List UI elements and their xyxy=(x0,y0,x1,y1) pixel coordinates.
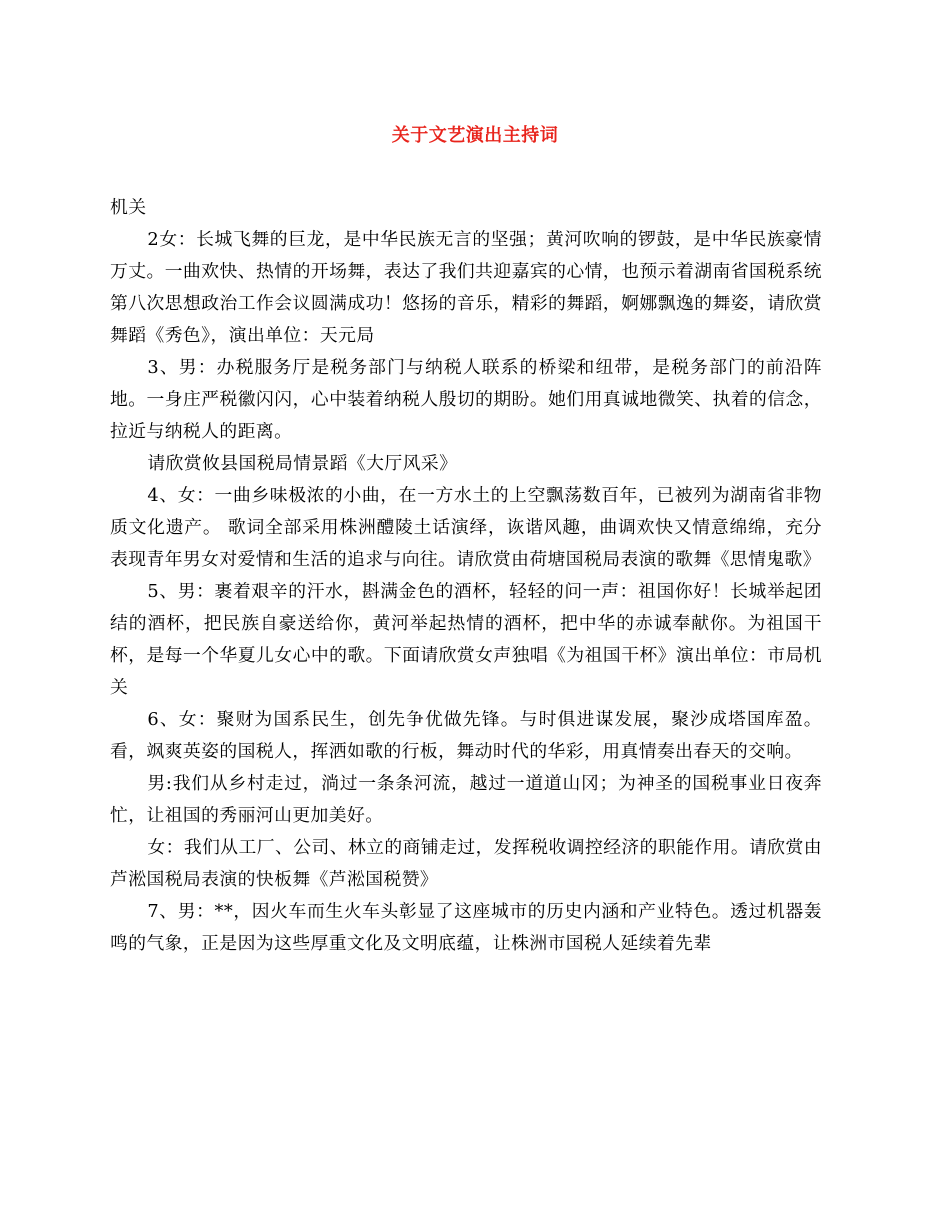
paragraph-item-7: 7、男：**，因火车而生火车头彰显了这座城市的历史内涵和产业特色。透过机器轰鸣的气象，正是因为这些厚重文化及文明底蕴，让株洲市国税人延续着先辈 xyxy=(110,901,822,954)
paragraph-item-6-male: 男:我们从乡村走过，淌过一条条河流，越过一道道山冈；为神圣的国税事业日夜奔忙，让祖国的秀丽河山更加美好。 xyxy=(110,773,822,826)
paragraph-item-5: 5、男：裹着艰辛的汗水，斟满金色的酒杯，轻轻的问一声：祖国你好！长城举起团结的酒杯，把民族自豪送给你，黄河举起热情的酒杯，把中华的赤诚奉献你。为祖国干杯，是每一个华夏儿女心中的歌。下面请欣赏女声独唱《为祖国干杯》演出单位：市局机关 xyxy=(110,581,822,698)
document-body xyxy=(110,192,822,960)
paragraph-item-3: 3、男：办税服务厅是税务部门与纳税人联系的桥梁和纽带，是税务部门的前沿阵地。一身庄严税徽闪闪，心中装着纳税人殷切的期盼。她们用真诚地微笑、执着的信念，拉近与纳税人的距离。 xyxy=(110,357,822,442)
paragraph-item-2: 2女：长城飞舞的巨龙，是中华民族无言的坚强；黄河吹响的锣鼓，是中华民族豪情万丈。一曲欢快、热情的开场舞，表达了我们共迎嘉宾的心情，也预示着湖南省国税系统第八次思想政治工作会议圆满成功！悠扬的音乐，精彩的舞蹈，婀娜飘逸的舞姿，请欣赏舞蹈《秀色》，演出单位：天元局 xyxy=(110,229,822,346)
paragraph-item-6: 6、女：聚财为国系民生，创先争优做先锋。与时俱进谋发展，聚沙成塔国库盈。看，飒爽英姿的国税人，挥洒如歌的行板，舞动时代的华彩，用真情奏出春天的交响。 xyxy=(110,709,822,762)
document-title: 关于文艺演出主持词 xyxy=(391,125,559,146)
paragraph-item-3-program: 请欣赏攸县国税局情景蹈《大厅风采》 xyxy=(147,453,458,474)
paragraph-item-4: 4、女：一曲乡味极浓的小曲，在一方水土的上空飘荡数百年，已被列为湖南省非物质文化遗产。 歌词全部采用株洲醴陵土话演绎，诙谐风趣，曲调欢快又情意绵绵，充分表现青年男女对爱情和生活的追求与向往。请欣赏由荷塘国税局表演的歌舞《思情鬼歌》 xyxy=(110,485,822,570)
paragraph-item-6-female: 女：我们从工厂、公司、林立的商铺走过，发挥税收调控经济的职能作用。请欣赏由芦淞国税局表演的快板舞《芦淞国税赞》 xyxy=(110,837,822,890)
paragraph-heading-fragment: 机关 xyxy=(110,197,147,218)
